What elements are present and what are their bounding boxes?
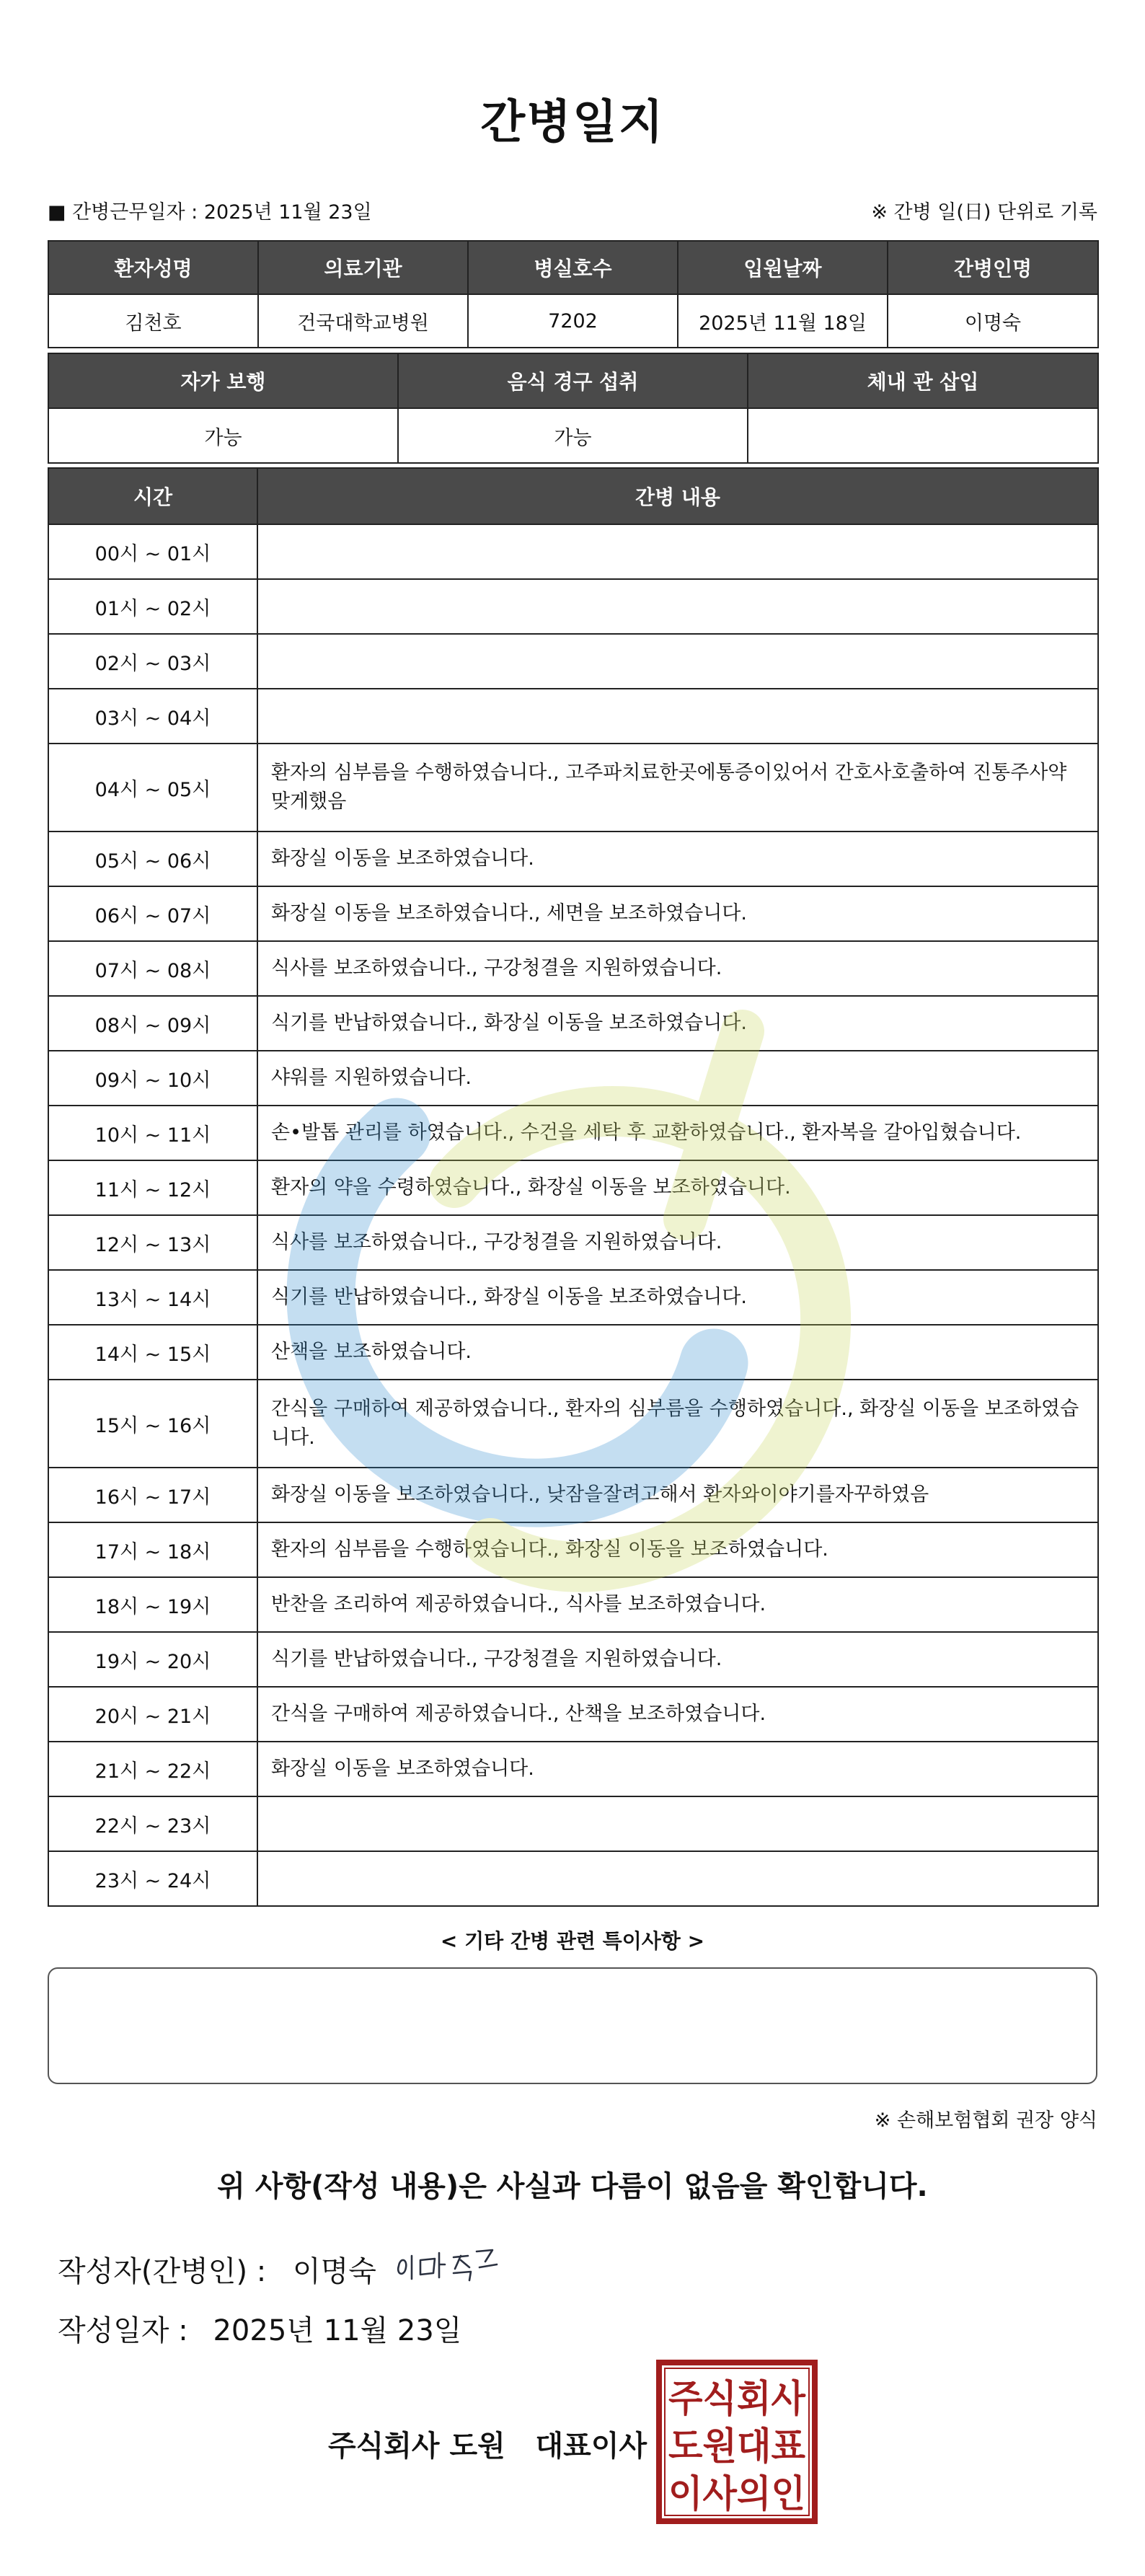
- log-time: 03시 ~ 04시: [48, 689, 257, 744]
- room-number: 7202: [468, 294, 678, 348]
- log-row: [48, 996, 1098, 1051]
- log-row: [48, 689, 1098, 744]
- log-row: [48, 1796, 1098, 1851]
- patient-name: 김천호: [48, 294, 258, 348]
- special-notes-content: [49, 1969, 1096, 1992]
- log-content: 화장실 이동을 보조하였습니다.: [257, 1742, 1098, 1796]
- header-oral-intake: 음식 경구 섭취: [398, 353, 748, 408]
- log-time: 02시 ~ 03시: [48, 634, 257, 689]
- log-content: [257, 634, 1098, 689]
- svg-text:도원대표: 도원대표: [668, 2425, 805, 2469]
- written-date-label: 작성일자 :: [58, 2314, 188, 2347]
- log-time: 13시 ~ 14시: [48, 1270, 257, 1325]
- company-seal-stamp: [655, 2358, 819, 2526]
- log-time: 08시 ~ 09시: [48, 996, 257, 1051]
- log-row: [48, 1632, 1098, 1687]
- written-date-value: 2025년 11월 23일: [213, 2314, 462, 2347]
- log-content: 간식을 구매하여 제공하였습니다., 산책을 보조하였습니다.: [257, 1687, 1098, 1742]
- log-time: 23시 ~ 24시: [48, 1851, 257, 1906]
- care-log-header-row: [48, 468, 1098, 524]
- special-notes-box: [48, 1967, 1097, 2084]
- log-row: [48, 1380, 1098, 1468]
- written-date-line: [58, 2308, 461, 2349]
- unit-note: ※ 간병 일(日) 단위로 기록: [871, 201, 1097, 224]
- header-caregiver-name: 간병인명: [888, 241, 1098, 294]
- header-room-number: 병실호수: [468, 241, 678, 294]
- notes-title: < 기타 간병 관련 특이사항 >: [440, 1929, 705, 1953]
- patient-info-value-row: [48, 294, 1098, 348]
- log-time: 17시 ~ 18시: [48, 1522, 257, 1577]
- log-content: 환자의 심부름을 수행하였습니다., 화장실 이동을 보조하였습니다.: [257, 1522, 1098, 1577]
- log-time: 04시 ~ 05시: [48, 744, 257, 832]
- log-time: 00시 ~ 01시: [48, 524, 257, 579]
- log-time: 21시 ~ 22시: [48, 1742, 257, 1796]
- log-row: [48, 634, 1098, 689]
- log-time: 16시 ~ 17시: [48, 1468, 257, 1522]
- log-time: 18시 ~ 19시: [48, 1577, 257, 1632]
- log-content: 식사를 보조하였습니다., 구강청결을 지원하였습니다.: [257, 941, 1098, 996]
- log-row: [48, 1325, 1098, 1380]
- work-date-line: ■ 간병근무일자 : 2025년 11월 23일: [48, 201, 372, 224]
- log-content: 산책을 보조하였습니다.: [257, 1325, 1098, 1380]
- log-row: [48, 1687, 1098, 1742]
- log-time: 19시 ~ 20시: [48, 1632, 257, 1687]
- log-time: 20시 ~ 21시: [48, 1687, 257, 1742]
- log-row: [48, 1522, 1098, 1577]
- header-self-walking: 자가 보행: [48, 353, 398, 408]
- log-row: [48, 832, 1098, 886]
- patient-status-table: [48, 353, 1099, 464]
- log-time: 07시 ~ 08시: [48, 941, 257, 996]
- log-time: 14시 ~ 15시: [48, 1325, 257, 1380]
- log-content: 식기를 반납하였습니다., 구강청결을 지원하였습니다.: [257, 1632, 1098, 1687]
- log-content: 반찬을 조리하여 제공하였습니다., 식사를 보조하였습니다.: [257, 1577, 1098, 1632]
- log-content: 손•발톱 관리를 하였습니다., 수건을 세탁 후 교환하였습니다., 환자복을 갈아입혔습니다.: [257, 1106, 1098, 1160]
- log-time: 06시 ~ 07시: [48, 886, 257, 941]
- self-walking-value: 가능: [48, 408, 398, 463]
- log-time: 09시 ~ 10시: [48, 1051, 257, 1106]
- log-content: 화장실 이동을 보조하였습니다.: [257, 832, 1098, 886]
- header-care-content: 간병 내용: [257, 468, 1098, 524]
- writer-label: 작성자(간병인) :: [58, 2255, 267, 2288]
- admission-date: 2025년 11월 18일: [678, 294, 888, 348]
- log-row: [48, 524, 1098, 579]
- log-time: 11시 ~ 12시: [48, 1160, 257, 1215]
- log-time: 01시 ~ 02시: [48, 579, 257, 634]
- writer-name: 이명숙: [292, 2255, 376, 2288]
- log-row: [48, 1270, 1098, 1325]
- header-hospital: 의료기관: [258, 241, 468, 294]
- log-content: 샤워를 지원하였습니다.: [257, 1051, 1098, 1106]
- header-time: 시간: [48, 468, 257, 524]
- svg-text:주식회사: 주식회사: [668, 2378, 806, 2421]
- log-row: [48, 1577, 1098, 1632]
- log-row: [48, 744, 1098, 832]
- document-title: 간병일지: [480, 96, 665, 149]
- log-row: [48, 1742, 1098, 1796]
- care-log-table: [48, 467, 1099, 1907]
- log-content: 화장실 이동을 보조하였습니다., 낮잠을잘려고해서 환자와이야기를자꾸하였음: [257, 1468, 1098, 1522]
- header-patient-name: 환자성명: [48, 241, 258, 294]
- patient-info-header-row: [48, 241, 1098, 294]
- log-row: [48, 886, 1098, 941]
- log-time: 12시 ~ 13시: [48, 1215, 257, 1270]
- log-row: [48, 1851, 1098, 1906]
- log-content: [257, 524, 1098, 579]
- log-time: 05시 ~ 06시: [48, 832, 257, 886]
- tube-insertion-value: [748, 408, 1098, 463]
- patient-status-value-row: [48, 408, 1098, 463]
- log-content: 식사를 보조하였습니다., 구강청결을 지원하였습니다.: [257, 1215, 1098, 1270]
- log-row: [48, 941, 1098, 996]
- log-content: [257, 689, 1098, 744]
- patient-info-table: [48, 240, 1099, 348]
- log-time: 15시 ~ 16시: [48, 1380, 257, 1468]
- header-tube-insertion: 체내 관 삽입: [748, 353, 1098, 408]
- confirmation-statement: 위 사항(작성 내용)은 사실과 다름이 없음을 확인합니다.: [217, 2170, 928, 2203]
- log-content: 식기를 반납하였습니다., 화장실 이동을 보조하였습니다.: [257, 996, 1098, 1051]
- log-content: [257, 579, 1098, 634]
- patient-status-header-row: [48, 353, 1098, 408]
- log-time: 10시 ~ 11시: [48, 1106, 257, 1160]
- log-row: [48, 1106, 1098, 1160]
- writer-line: [58, 2249, 376, 2290]
- log-row: [48, 579, 1098, 634]
- log-content: 화장실 이동을 보조하였습니다., 세면을 보조하였습니다.: [257, 886, 1098, 941]
- hospital-name: 건국대학교병원: [258, 294, 468, 348]
- log-row: [48, 1051, 1098, 1106]
- svg-text:이사의인: 이사의인: [668, 2473, 805, 2516]
- log-content: 식기를 반납하였습니다., 화장실 이동을 보조하였습니다.: [257, 1270, 1098, 1325]
- log-row: [48, 1160, 1098, 1215]
- header-admission-date: 입원날짜: [678, 241, 888, 294]
- log-content: 환자의 약을 수령하였습니다., 화장실 이동을 보조하였습니다.: [257, 1160, 1098, 1215]
- company-representative: 주식회사 도원 대표이사: [328, 2430, 647, 2463]
- oral-intake-value: 가능: [398, 408, 748, 463]
- log-content: 환자의 심부름을 수행하였습니다., 고주파치료한곳에통증이있어서 간호사호출하여 진통주사약맞게했음: [257, 744, 1098, 832]
- caregiver-name: 이명숙: [888, 294, 1098, 348]
- log-content: 간식을 구매하여 제공하였습니다., 환자의 심부름을 수행하였습니다., 화장실 이동을 보조하였습니다.: [257, 1380, 1098, 1468]
- log-content: [257, 1796, 1098, 1851]
- log-content: [257, 1851, 1098, 1906]
- recommended-form-note: ※ 손해보험협회 권장 양식: [874, 2109, 1097, 2132]
- log-time: 22시 ~ 23시: [48, 1796, 257, 1851]
- handwritten-signature: [393, 2236, 501, 2286]
- log-row: [48, 1215, 1098, 1270]
- log-row: [48, 1468, 1098, 1522]
